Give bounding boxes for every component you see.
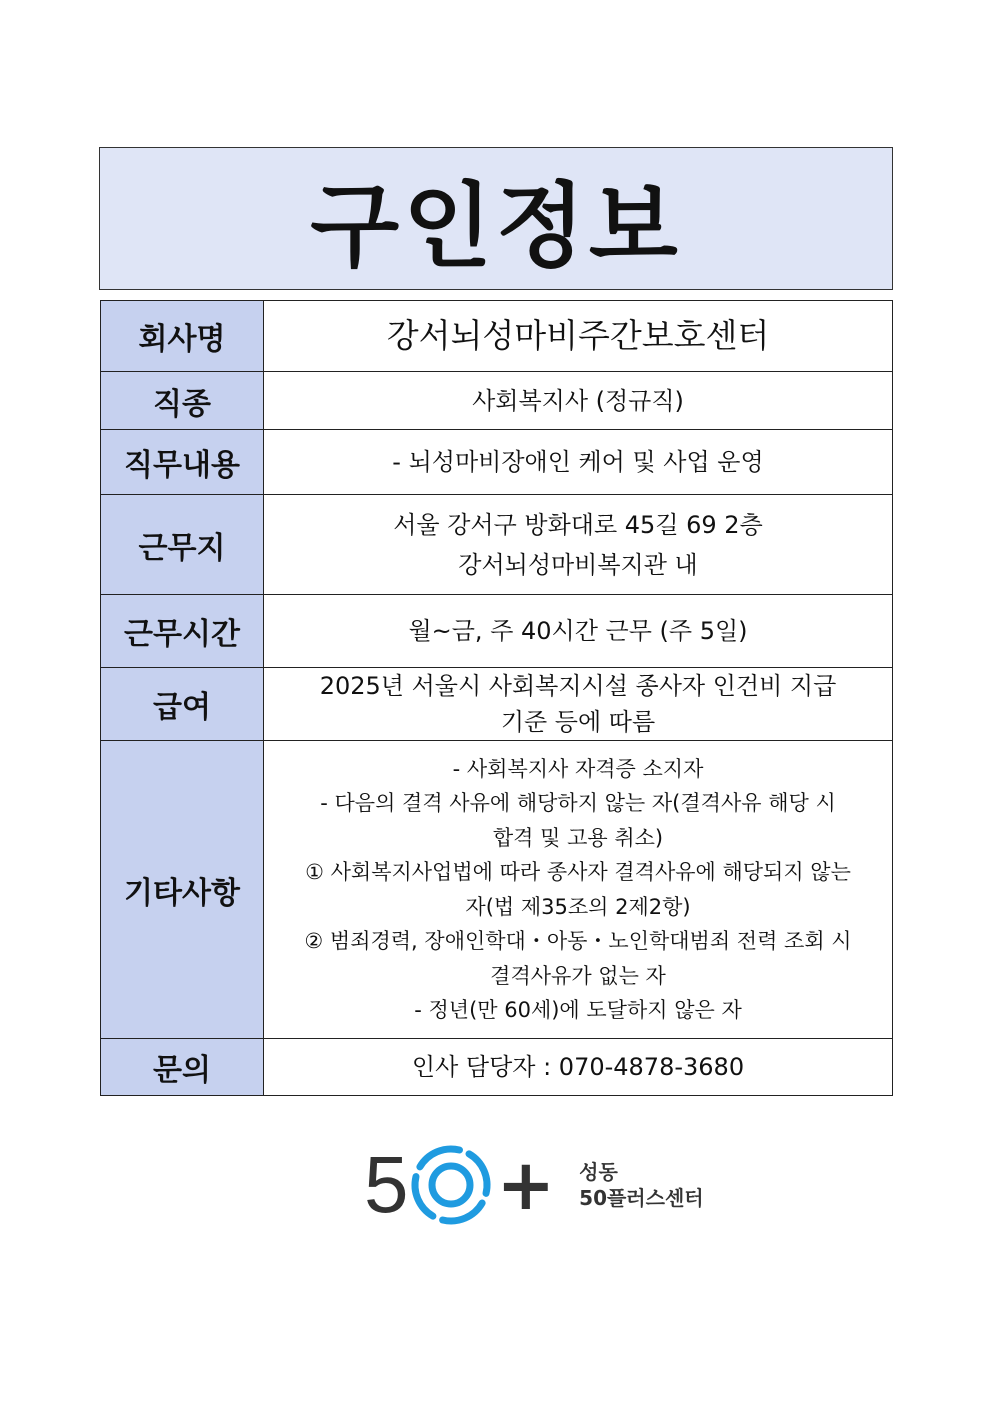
row-duties [101, 430, 893, 495]
value: 인사 담당자 : 070-4878-3680 [264, 1039, 893, 1096]
value: 사회복지사 (정규직) [264, 372, 893, 430]
value-line: 기준 등에 따름 [500, 708, 656, 736]
logo-plus-icon: + [496, 1144, 556, 1226]
value-line: - 정년(만 60세)에 도달하지 않은 자 [414, 998, 742, 1022]
value-line: 자(법 제35조의 2제2항) [465, 894, 691, 919]
logo-line1: 성동 [579, 1160, 618, 1184]
logo [364, 1140, 704, 1229]
value: 강서뇌성마비주간보호센터 [264, 301, 893, 372]
value-line: 합격 및 고용 취소) [492, 825, 664, 850]
value-line: - 다음의 결격 사유에 해당하지 않는 자(결격사유 해당 시 [320, 791, 836, 815]
value-line: ② 범죄경력, 장애인학대・아동・노인학대범죄 전력 조회 시 [304, 929, 852, 953]
value-line: 서울 강서구 방화대로 45길 69 2층 [393, 510, 763, 539]
label: 직종 [101, 372, 264, 430]
value-line: ① 사회복지사업법에 따라 종사자 결격사유에 해당되지 않는 [305, 860, 851, 884]
value: - 뇌성마비장애인 케어 및 사업 운영 [264, 430, 893, 495]
row-contact [101, 1039, 893, 1096]
value: 월~금, 주 40시간 근무 (주 5일) [264, 595, 893, 668]
label: 기타사항 [101, 741, 264, 1039]
label: 근무시간 [101, 595, 264, 668]
label: 급여 [101, 668, 264, 741]
row-location [101, 495, 893, 595]
row-company [101, 301, 893, 372]
page-title: 구인정보 [99, 147, 893, 290]
job-info-table [100, 300, 893, 1096]
value-line: 강서뇌성마비복지관 내 [458, 550, 698, 579]
row-salary [101, 668, 893, 741]
value-line: - 사회복지사 자격증 소지자 [452, 756, 704, 781]
value-line: 2025년 서울시 사회복지시설 종사자 인건비 지급 [319, 672, 837, 700]
logo-line2: 50플러스센터 [579, 1186, 704, 1210]
label: 문의 [101, 1039, 264, 1096]
row-hours [101, 595, 893, 668]
row-etc [101, 741, 893, 1039]
logo-target-icon [409, 1143, 493, 1227]
logo-five: 5 [364, 1140, 409, 1229]
value-line: 결격사유가 없는 자 [490, 963, 666, 988]
label: 직무내용 [101, 430, 264, 495]
label: 근무지 [101, 495, 264, 595]
row-job-type [101, 372, 893, 430]
label: 회사명 [101, 301, 264, 372]
